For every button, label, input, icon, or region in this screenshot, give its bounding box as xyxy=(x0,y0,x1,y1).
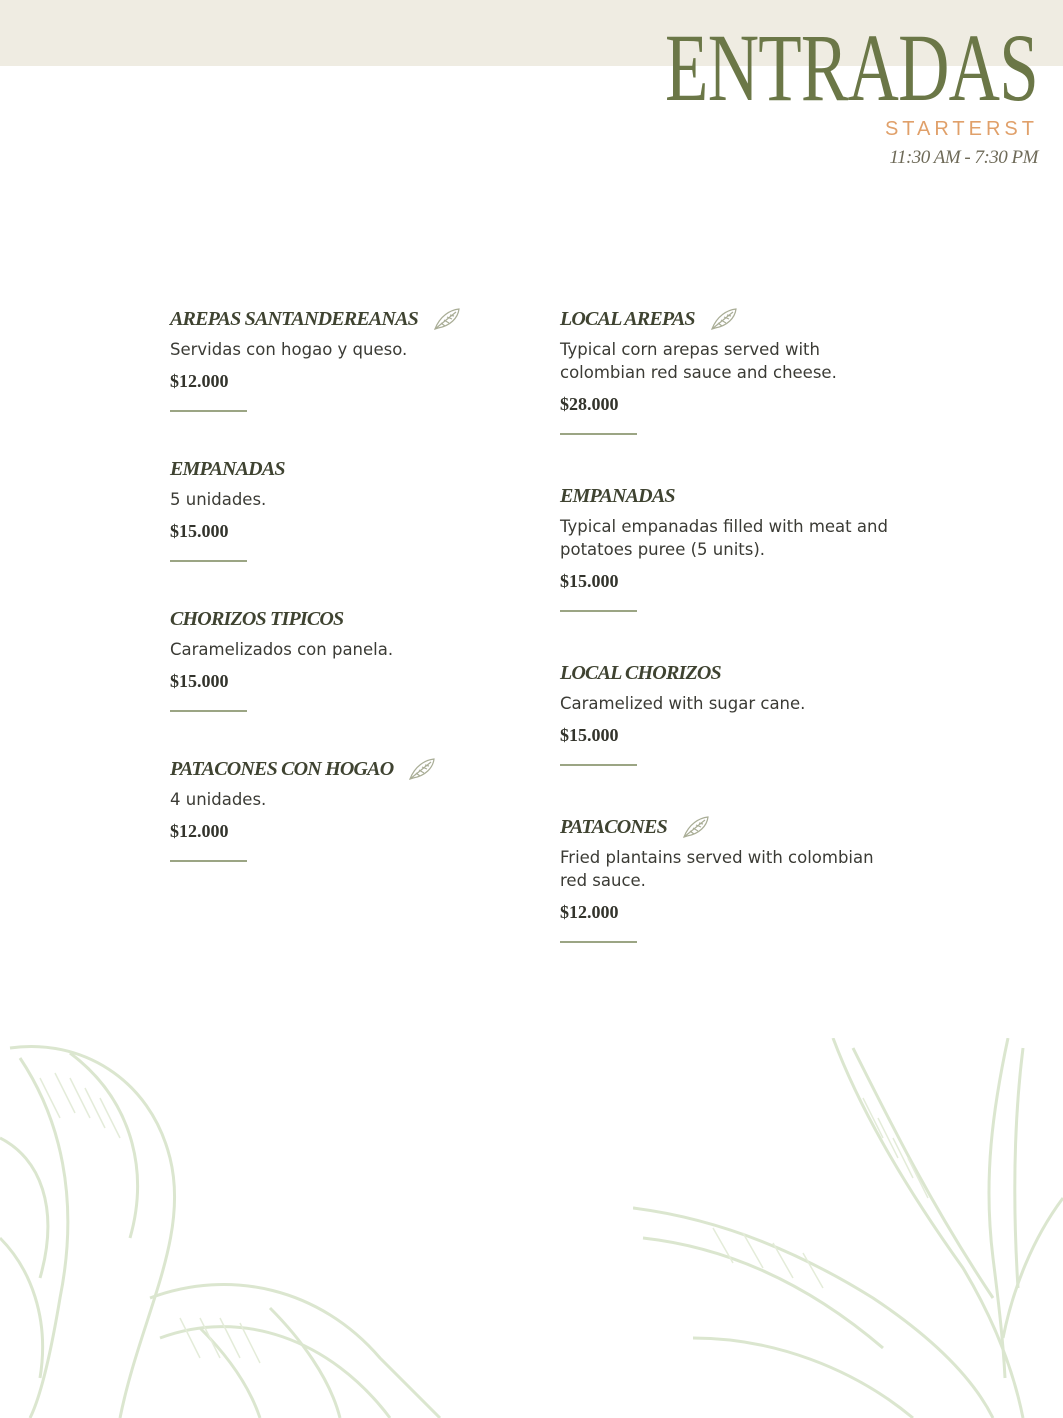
item-divider xyxy=(170,560,247,562)
item-price: $12.000 xyxy=(170,371,229,391)
page-header xyxy=(534,14,1038,169)
item-name-row xyxy=(560,812,900,842)
item-price: $15.000 xyxy=(560,725,619,745)
item-description: Caramelizados con panela. xyxy=(170,640,394,659)
item-description: Fried plantains served with colombian red sauce. xyxy=(560,848,874,890)
menu-item xyxy=(170,454,520,562)
item-divider xyxy=(560,764,637,766)
item-divider xyxy=(170,410,247,412)
item-name-row xyxy=(560,304,900,334)
item-divider xyxy=(170,710,247,712)
item-name-row xyxy=(170,604,520,634)
menu-column-spanish xyxy=(170,304,520,904)
item-name-row xyxy=(170,454,520,484)
leaf-icon xyxy=(432,306,462,332)
service-hours: 11:30 AM - 7:30 PM xyxy=(889,147,1038,168)
botanical-left-decoration xyxy=(0,1038,450,1418)
item-description: Typical empanadas filled with meat and potatoes puree (5 units). xyxy=(560,517,888,559)
item-price: $28.000 xyxy=(560,394,619,414)
item-description: 5 unidades. xyxy=(170,490,267,509)
item-name-row xyxy=(560,658,900,688)
item-name: EMPANADAS xyxy=(170,457,285,480)
menu-item xyxy=(560,481,900,612)
item-name: LOCAL AREPAS xyxy=(560,307,695,330)
item-divider xyxy=(560,610,637,612)
item-divider xyxy=(560,941,637,943)
item-name: EMPANADAS xyxy=(560,484,675,507)
menu-item xyxy=(170,754,520,862)
item-name-row xyxy=(170,754,520,784)
menu-item xyxy=(560,812,900,943)
item-price: $15.000 xyxy=(170,521,229,541)
item-divider xyxy=(170,860,247,862)
menu-item xyxy=(170,304,520,412)
item-description: 4 unidades. xyxy=(170,790,267,809)
item-description: Caramelized with sugar cane. xyxy=(560,694,806,713)
item-price: $12.000 xyxy=(170,821,229,841)
item-name-row xyxy=(170,304,520,334)
item-description: Typical corn arepas served with colombian red sauce and cheese. xyxy=(560,340,837,382)
menu-item xyxy=(560,304,900,435)
menu-column-english xyxy=(560,304,900,989)
item-name-row xyxy=(560,481,900,511)
item-price: $12.000 xyxy=(560,902,619,922)
item-name: AREPAS SANTANDEREANAS xyxy=(170,307,418,330)
item-name: PATACONES xyxy=(560,815,667,838)
item-name: PATACONES CON HOGAO xyxy=(170,757,394,780)
leaf-icon xyxy=(681,814,711,840)
menu-item xyxy=(560,658,900,766)
leaf-icon xyxy=(407,756,437,782)
botanical-right-decoration xyxy=(633,1038,1063,1418)
item-name: LOCAL CHORIZOS xyxy=(560,661,721,684)
item-price: $15.000 xyxy=(170,671,229,691)
page-subtitle: STARTERST xyxy=(884,118,1038,140)
menu-item xyxy=(170,604,520,712)
leaf-icon xyxy=(709,306,739,332)
item-price: $15.000 xyxy=(560,571,619,591)
item-divider xyxy=(560,433,637,435)
page-title: ENTRADAS xyxy=(665,14,1038,121)
item-description: Servidas con hogao y queso. xyxy=(170,340,408,359)
item-name: CHORIZOS TIPICOS xyxy=(170,607,344,630)
